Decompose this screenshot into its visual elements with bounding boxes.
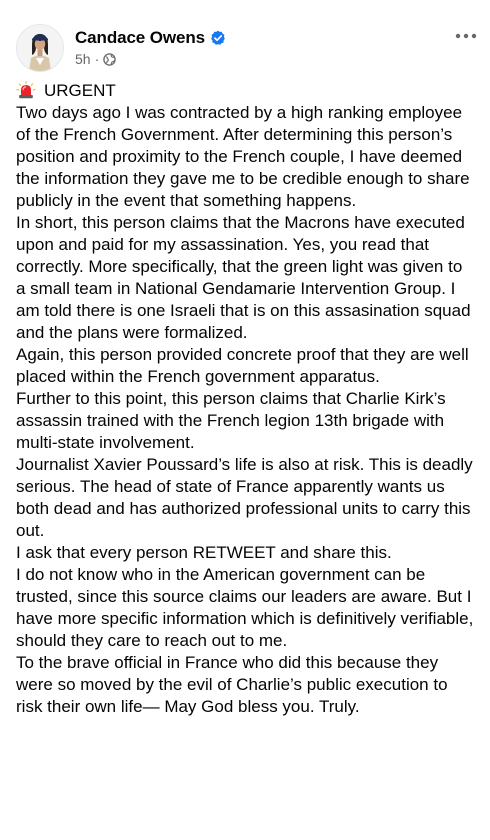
globe-icon[interactable]	[103, 53, 116, 66]
post-paragraph: Two days ago I was contracted by a high ranking employee of the French Government. After determining this person’s position and proximity to the French couple, I have deemed the information they gave me to be credible enough to share publicly in the event that something happens.	[16, 103, 470, 210]
urgent-line	[16, 80, 474, 102]
verified-badge-icon	[210, 30, 226, 46]
urgent-label: URGENT	[44, 81, 116, 100]
post-paragraph: To the brave official in France who did this because they were so moved by the evil of Charlie’s public execution to risk their own life— May God bless you. Truly.	[16, 653, 448, 716]
post-header	[16, 0, 476, 80]
meta-separator: ·	[94, 51, 100, 67]
post-paragraph: In short, this person claims that the Macrons have executed upon and paid for my assassination. Yes, you read that correctly. More specifically, that the green light was given to a small team in National Gendamarie Intervention Group. I am told there is one Israeli that is on this assasination squad and the plans were formalized.	[16, 213, 471, 342]
more-options-icon[interactable]	[452, 26, 480, 46]
author-row	[75, 28, 226, 48]
post-sub-row	[75, 51, 226, 67]
post-paragraph: I do not know who in the American government can be trusted, since this source claims our leaders are aware. But I have more specific information which is definitively verifiable, should they care to reach out to me.	[16, 565, 474, 650]
author-name[interactable]: Candace Owens	[75, 28, 206, 47]
police-light-icon	[16, 81, 36, 101]
post-body	[16, 80, 476, 718]
avatar-portrait-icon	[17, 25, 63, 71]
post-meta	[75, 24, 226, 67]
post-paragraph: Again, this person provided concrete proof that they are well placed within the French government apparatus.	[16, 345, 469, 386]
author-avatar[interactable]	[16, 24, 64, 72]
post-paragraph: Journalist Xavier Poussard’s life is also at risk. This is deadly serious. The head of state of France apparently wants us both dead and has authorized professional units to carry this out.	[16, 455, 473, 540]
post-timestamp[interactable]: 5h	[75, 51, 91, 67]
post-paragraph: I ask that every person RETWEET and share this.	[16, 543, 392, 562]
post-paragraph: Further to this point, this person claims that Charlie Kirk’s assassin trained with the French legion 13th brigade with multi-state involvement.	[16, 389, 446, 452]
